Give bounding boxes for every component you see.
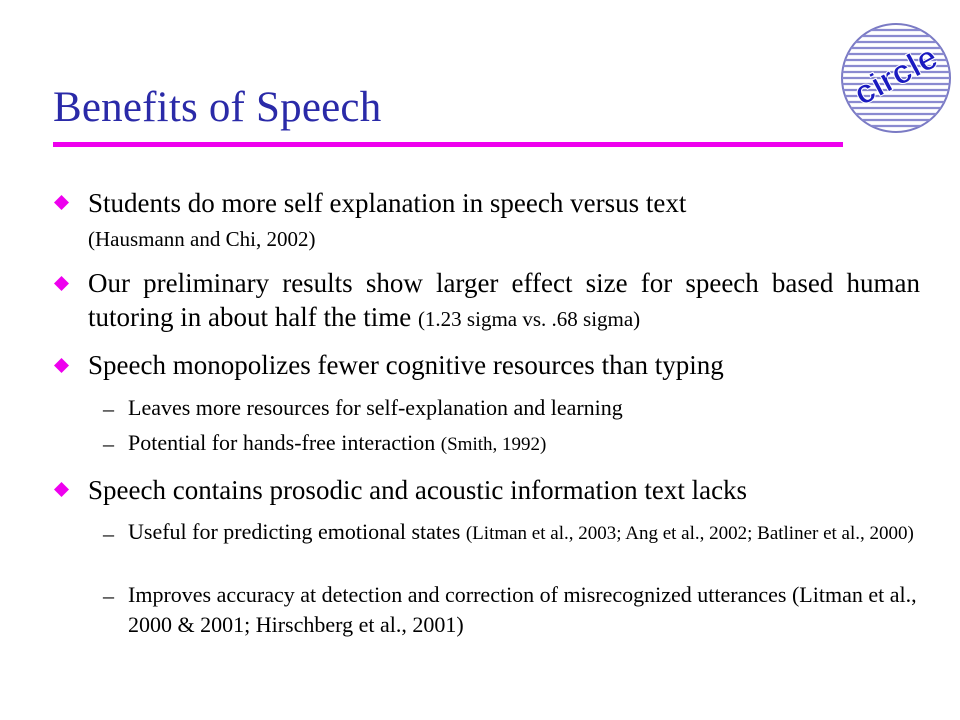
bullet-1-text: Students do more self explanation in speech versus text [88, 188, 687, 218]
sub-bullet-dash: – [103, 521, 114, 546]
diamond-bullet-icon [54, 195, 69, 210]
sub-bullet-dash: – [103, 396, 114, 421]
bullet-1 [88, 186, 920, 256]
sub-bullet-3-1 [128, 393, 918, 423]
sub-bullet-dash: – [103, 431, 114, 456]
bullet-2-text: Our preliminary results show larger effect size for speech based human tutoring in about half the time [88, 268, 920, 332]
sub-bullet-4-1-text: Useful for predicting emotional states [128, 519, 461, 544]
bullet-2-cite: (1.23 sigma vs. .68 sigma) [417, 307, 641, 331]
sub-bullet-3-2-cite: (Smith, 1992) [440, 434, 547, 455]
bullet-2 [88, 266, 920, 336]
sub-bullet-4-1-cite: (Litman et al., 2003; Ang et al., 2002; Batliner et al., 2000) [465, 523, 914, 544]
sub-bullet-4-2 [128, 580, 918, 640]
bullet-4 [88, 473, 920, 507]
diamond-bullet-icon [54, 482, 69, 497]
diamond-bullet-icon [54, 358, 69, 373]
bullet-1-cite: (Hausmann and Chi, 2002) [88, 227, 316, 251]
sub-bullet-dash: – [103, 583, 114, 608]
bullet-3 [88, 348, 920, 382]
sub-bullet-3-1-text: Leaves more resources for self-explanation and learning [128, 395, 623, 420]
circle-logo [838, 20, 954, 136]
bullet-4-text: Speech contains prosodic and acoustic information text lacks [88, 475, 748, 505]
diamond-bullet-icon [54, 276, 69, 291]
title-underline [53, 142, 843, 147]
bullet-3-text: Speech monopolizes fewer cognitive resources than typing [88, 350, 724, 380]
logo-text: circle [847, 37, 944, 114]
sub-bullet-4-2-text: Improves accuracy at detection and correction of misrecognized utterances (Litman et al., 2000 & 2001; Hirschberg et al., 2001) [128, 582, 917, 637]
sub-bullet-4-1 [128, 517, 918, 549]
slide-title: Benefits of Speech [53, 84, 382, 131]
sub-bullet-3-2 [128, 428, 918, 460]
sub-bullet-3-2-text: Potential for hands-free interaction [128, 430, 436, 455]
